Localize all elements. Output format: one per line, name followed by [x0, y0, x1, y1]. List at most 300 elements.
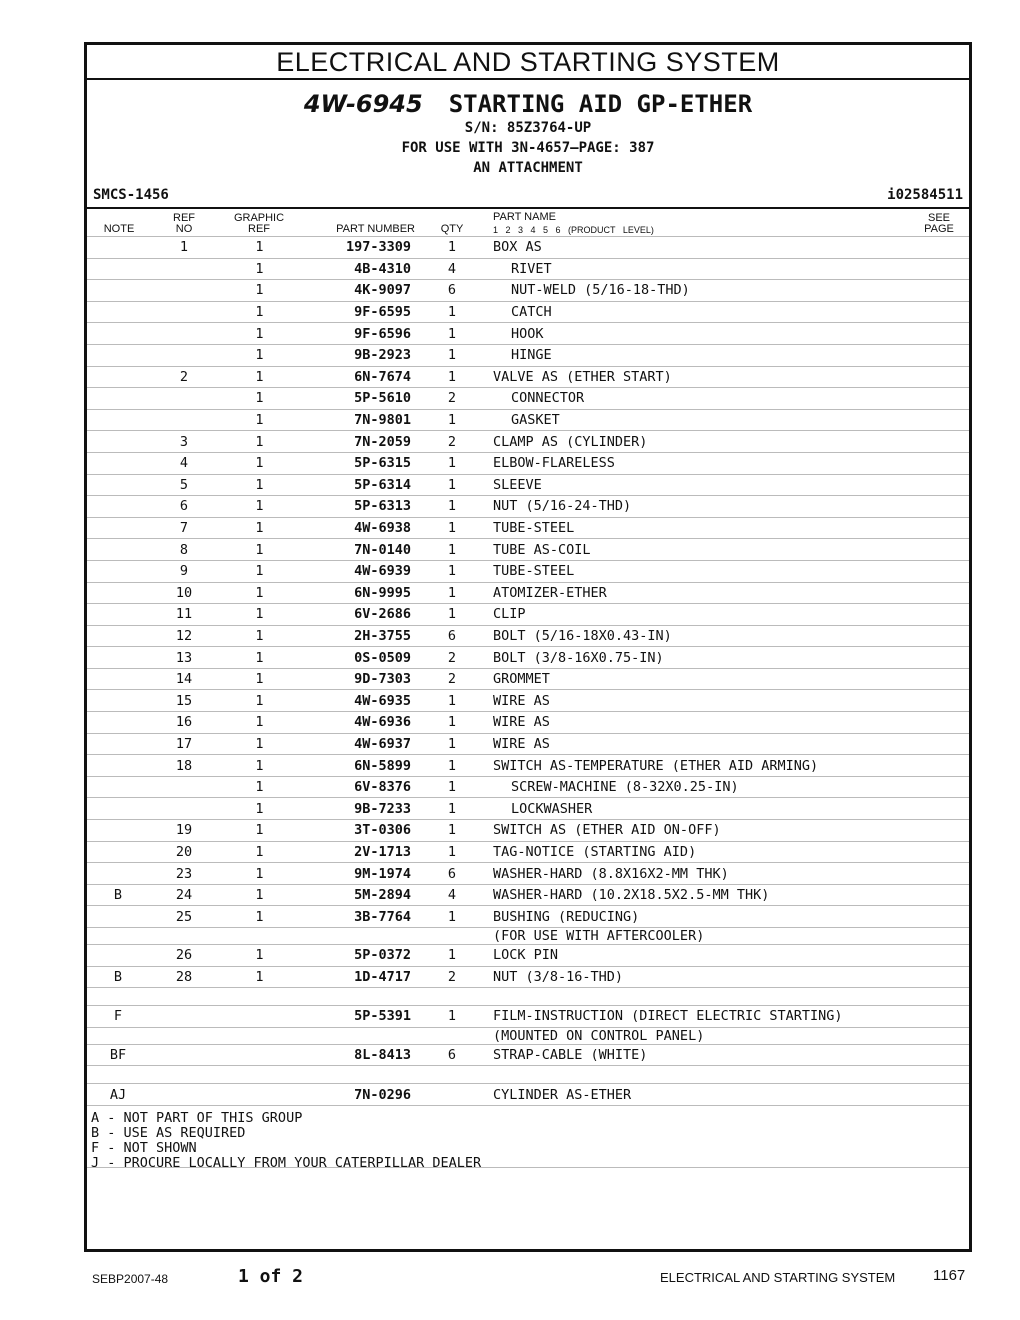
qty-cell: 4 [447, 887, 457, 904]
ref-no-cell [149, 1028, 219, 1044]
table-row [87, 626, 969, 648]
part-number-cell: 6N-5899 [354, 757, 411, 774]
qty-cell: 1 [447, 800, 457, 817]
smcs-code: SMCS-1456 [93, 187, 169, 203]
note-cell [87, 712, 149, 733]
qty-cell: 1 [447, 541, 457, 558]
attachment-label: AN ATTACHMENT [473, 160, 583, 176]
table-row [87, 928, 969, 945]
note-cell [87, 777, 149, 798]
note-cell [87, 496, 149, 517]
table-row [87, 1084, 969, 1106]
table-row [87, 518, 969, 540]
ref-no-cell [149, 1045, 219, 1066]
note-cell [87, 647, 149, 668]
ref-no-cell: 5 [179, 476, 189, 493]
note-cell [87, 259, 149, 280]
graphic-ref-cell: 1 [255, 606, 264, 623]
ref-no-cell: 4 [179, 455, 189, 472]
qty-cell: 2 [447, 390, 457, 407]
part-name-cell: BOLT (5/16-18X0.43-IN) [493, 627, 672, 644]
part-name-cell: SCREW-MACHINE (8-32X0.25-IN) [511, 779, 739, 796]
part-number-cell: 4W-6937 [354, 735, 411, 752]
qty-cell: 6 [447, 282, 457, 299]
table-row [87, 945, 969, 967]
graphic-ref-cell: 1 [255, 968, 264, 985]
note-cell [87, 561, 149, 582]
qty-cell: 1 [447, 692, 457, 709]
part-number-cell [287, 1066, 411, 1083]
page-number: 1167 [933, 1267, 966, 1284]
note-cell [87, 539, 149, 560]
qty-cell [427, 928, 477, 944]
table-row [87, 906, 969, 928]
part-name-cell: STRAP-CABLE (WHITE) [493, 1047, 648, 1064]
part-name-cell: SWITCH AS-TEMPERATURE (ETHER AID ARMING) [493, 757, 819, 774]
table-row [87, 280, 969, 302]
graphic-ref-cell: 1 [255, 520, 264, 537]
graphic-ref-cell: 1 [255, 541, 264, 558]
part-name-cell: RIVET [511, 260, 552, 277]
table-row [87, 712, 969, 734]
part-number-cell: 2H-3755 [354, 627, 411, 644]
part-name-cell: BOLT (3/8-16X0.75-IN) [493, 649, 664, 666]
col-qty: QTY [440, 223, 464, 235]
note-cell [87, 280, 149, 301]
graphic-ref-cell: 1 [255, 433, 264, 450]
note-cell: AJ [109, 1086, 127, 1103]
page-of: 1 of 2 [238, 1266, 304, 1287]
ref-no-cell [149, 259, 219, 280]
note-cell [87, 518, 149, 539]
note-cell [87, 945, 149, 966]
ref-no-cell: 23 [175, 865, 193, 882]
part-name-cell: NUT-WELD (5/16-18-THD) [511, 282, 690, 299]
ref-no-cell: 11 [175, 606, 193, 623]
graphic-ref-cell: 1 [255, 627, 264, 644]
note-cell [87, 431, 149, 452]
part-number-cell: 197-3309 [345, 239, 411, 256]
part-name-cell: CLAMP AS (CYLINDER) [493, 433, 648, 450]
graphic-ref-cell: 1 [255, 887, 264, 904]
ref-no-cell: 18 [175, 757, 193, 774]
graphic-ref-cell: 1 [255, 304, 264, 321]
part-number-cell: 5P-5610 [354, 390, 411, 407]
part-number-cell: 9F-6596 [354, 325, 411, 342]
qty-cell: 1 [447, 714, 457, 731]
part-name-cell: TUBE-STEEL [493, 563, 575, 580]
part-name-cell: WIRE AS [493, 735, 550, 752]
table-row [87, 237, 969, 259]
graphic-ref-cell [222, 1084, 297, 1105]
part-number-cell: 5P-6315 [354, 455, 411, 472]
part-number-cell: 4B-4310 [354, 260, 411, 277]
qty-cell: 1 [447, 368, 457, 385]
part-name-cell: CLIP [493, 606, 526, 623]
part-number-cell: 5P-6313 [354, 498, 411, 515]
graphic-ref-cell: 1 [255, 368, 264, 385]
graphic-ref-cell: 1 [255, 282, 264, 299]
col-ref-bottom: NO [175, 223, 193, 235]
part-number-cell: 4W-6938 [354, 520, 411, 537]
graphic-ref-cell: 1 [255, 412, 264, 429]
part-number-cell: 6N-9995 [354, 584, 411, 601]
graphic-ref-cell: 1 [255, 347, 264, 364]
graphic-ref-cell [222, 1028, 297, 1044]
table-row [87, 453, 969, 475]
ref-no-cell [149, 1066, 219, 1083]
part-name-cell: LOCKWASHER [511, 800, 593, 817]
part-number-cell: 4K-9097 [354, 282, 411, 299]
group-name: STARTING AID GP-ETHER [448, 90, 753, 118]
note-cell: BF [109, 1047, 127, 1064]
part-name-cell: TAG-NOTICE (STARTING AID) [493, 843, 697, 860]
note-cell [87, 475, 149, 496]
graphic-ref-cell: 1 [255, 908, 264, 925]
ref-no-cell [149, 302, 219, 323]
note-cell [87, 842, 149, 863]
part-name-cell: WASHER-HARD (8.8X16X2-MM THK) [493, 865, 729, 882]
note-line: J - PROCURE LOCALLY FROM YOUR CATERPILLAR DEALER [91, 1155, 482, 1171]
ref-no-cell [149, 798, 219, 819]
ref-no-cell [149, 280, 219, 301]
group-heading [87, 90, 969, 118]
part-number-cell: 5M-2894 [354, 887, 411, 904]
ref-no-cell [149, 345, 219, 366]
ref-no-cell [149, 410, 219, 431]
qty-cell: 1 [447, 947, 457, 964]
section-title: ELECTRICAL AND STARTING SYSTEM [87, 45, 969, 80]
note-line: F - NOT SHOWN [91, 1140, 197, 1156]
qty-cell [427, 1084, 477, 1105]
part-number-cell: 9B-2923 [354, 347, 411, 364]
table-row [87, 539, 969, 561]
part-number-cell: 6V-8376 [354, 779, 411, 796]
graphic-ref-cell: 1 [255, 779, 264, 796]
table-row [87, 842, 969, 864]
part-name-cell: GASKET [511, 412, 560, 429]
qty-cell: 2 [447, 671, 457, 688]
note-cell [87, 734, 149, 755]
qty-cell: 1 [447, 584, 457, 601]
part-name-cell [493, 1066, 963, 1083]
table-row [87, 755, 969, 777]
graphic-ref-cell [222, 928, 297, 944]
note-cell [87, 302, 149, 323]
note-cell [87, 820, 149, 841]
table-row [87, 475, 969, 497]
qty-cell: 1 [447, 498, 457, 515]
part-name-cell: WASHER-HARD (10.2X18.5X2.5-MM THK) [493, 887, 770, 904]
graphic-ref-cell: 1 [255, 455, 264, 472]
ref-no-cell: 15 [175, 692, 193, 709]
ref-no-cell [149, 1084, 219, 1105]
note-cell: F [113, 1008, 123, 1025]
graphic-ref-cell: 1 [255, 390, 264, 407]
ref-no-cell [149, 777, 219, 798]
qty-cell: 6 [447, 1047, 457, 1064]
part-number-cell: 4W-6935 [354, 692, 411, 709]
part-name-cell: (MOUNTED ON CONTROL PANEL) [493, 1027, 705, 1044]
ref-no-cell [149, 323, 219, 344]
part-number-cell: 5P-5391 [354, 1008, 411, 1025]
ref-no-cell: 20 [175, 843, 193, 860]
note-line: A - NOT PART OF THIS GROUP [91, 1110, 303, 1126]
notes-rule [87, 1167, 969, 1168]
part-number-cell: 7N-2059 [354, 433, 411, 450]
part-number-cell: 9D-7303 [354, 671, 411, 688]
table-row [87, 431, 969, 453]
graphic-ref-cell: 1 [255, 735, 264, 752]
note-cell [87, 669, 149, 690]
ref-no-cell: 17 [175, 735, 193, 752]
part-name-cell: GROMMET [493, 671, 550, 688]
graphic-ref-cell: 1 [255, 649, 264, 666]
part-number-cell: 7N-0140 [354, 541, 411, 558]
ref-no-cell [149, 1006, 219, 1027]
table-row [87, 988, 969, 1006]
note-cell [87, 690, 149, 711]
graphic-ref-cell: 1 [255, 714, 264, 731]
table-row [87, 798, 969, 820]
part-number-cell [287, 1028, 411, 1044]
table-row [87, 561, 969, 583]
note-cell [87, 345, 149, 366]
part-name-cell: ATOMIZER-ETHER [493, 584, 607, 601]
col-graphic-bottom: REF [248, 223, 270, 235]
qty-cell: 1 [447, 239, 457, 256]
part-name-cell: NUT (5/16-24-THD) [493, 498, 632, 515]
part-number-cell: 7N-0296 [354, 1086, 411, 1103]
part-name-cell: BUSHING (REDUCING) [493, 908, 640, 925]
part-number-cell: 7N-9801 [354, 412, 411, 429]
qty-cell: 1 [447, 822, 457, 839]
qty-cell: 1 [447, 412, 457, 429]
table-row [87, 820, 969, 842]
qty-cell: 1 [447, 520, 457, 537]
table-row [87, 885, 969, 907]
table-row [87, 647, 969, 669]
table-row [87, 777, 969, 799]
qty-cell: 1 [447, 563, 457, 580]
table-row [87, 410, 969, 432]
note-cell [87, 410, 149, 431]
graphic-ref-cell [222, 1066, 297, 1083]
ref-no-cell: 10 [175, 584, 193, 601]
part-number-cell: 3B-7764 [354, 908, 411, 925]
part-name-cell: WIRE AS [493, 692, 550, 709]
table-row [87, 1045, 969, 1067]
ref-no-cell [149, 928, 219, 944]
part-name-cell: HINGE [511, 347, 552, 364]
part-name-cell: FILM-INSTRUCTION (DIRECT ELECTRIC STARTING) [493, 1008, 843, 1025]
part-number-cell: 9M-1974 [354, 865, 411, 882]
ref-no-cell: 14 [175, 671, 193, 688]
part-name-cell: LOCK PIN [493, 947, 559, 964]
ref-no-cell: 28 [175, 968, 193, 985]
qty-cell: 6 [447, 865, 457, 882]
note-cell [87, 583, 149, 604]
part-name-cell [493, 988, 963, 1005]
graphic-ref-cell: 1 [255, 865, 264, 882]
note-cell [87, 928, 149, 944]
table-row [87, 323, 969, 345]
qty-cell: 1 [447, 347, 457, 364]
serial-number: S/N: 85Z3764-UP [464, 120, 592, 136]
graphic-ref-cell: 1 [255, 800, 264, 817]
table-row [87, 1066, 969, 1084]
col-graphic-top: GRAPHIC [233, 212, 285, 224]
ref-no-cell: 19 [175, 822, 193, 839]
part-number-cell: 1D-4717 [354, 968, 411, 985]
ref-no-cell: 7 [179, 520, 189, 537]
qty-cell: 4 [447, 260, 457, 277]
qty-cell: 1 [447, 476, 457, 493]
part-number-cell: 3T-0306 [354, 822, 411, 839]
graphic-ref-cell: 1 [255, 757, 264, 774]
part-name-cell: NUT (3/8-16-THD) [493, 968, 624, 985]
table-row [87, 367, 969, 389]
note-cell [87, 323, 149, 344]
note-cell [87, 367, 149, 388]
parts-list [87, 237, 969, 1106]
graphic-ref-cell [222, 1006, 297, 1027]
note-cell: B [113, 968, 123, 985]
illustration-id: i02584511 [887, 187, 963, 203]
qty-cell: 1 [447, 606, 457, 623]
for-use-with: FOR USE WITH 3N-4657—PAGE: 387 [401, 140, 655, 156]
note-cell [87, 1066, 149, 1083]
part-number-cell: 4W-6936 [354, 714, 411, 731]
part-name-cell: CATCH [511, 304, 552, 321]
graphic-ref-cell: 1 [255, 843, 264, 860]
qty-cell: 1 [447, 908, 457, 925]
qty-cell: 1 [447, 843, 457, 860]
graphic-ref-cell: 1 [255, 584, 264, 601]
parts-page-frame [84, 42, 972, 1252]
footer-section: ELECTRICAL AND STARTING SYSTEM [660, 1270, 896, 1285]
graphic-ref-cell: 1 [255, 692, 264, 709]
qty-cell: 1 [447, 455, 457, 472]
qty-cell: 1 [447, 1008, 457, 1025]
ref-no-cell: 3 [179, 433, 189, 450]
part-name-cell: SLEEVE [493, 476, 542, 493]
table-row [87, 669, 969, 691]
note-cell: B [113, 887, 123, 904]
note-cell [87, 388, 149, 409]
table-row [87, 604, 969, 626]
part-name-cell: CYLINDER AS-ETHER [493, 1086, 632, 1103]
table-row [87, 496, 969, 518]
doc-code: SEBP2007-48 [92, 1272, 169, 1286]
note-cell [87, 1028, 149, 1044]
part-name-cell: (FOR USE WITH AFTERCOOLER) [493, 928, 705, 944]
part-number-cell: 6N-7674 [354, 368, 411, 385]
part-name-cell: VALVE AS (ETHER START) [493, 368, 672, 385]
part-number-cell: 9F-6595 [354, 304, 411, 321]
part-name-cell: WIRE AS [493, 714, 550, 731]
table-row [87, 583, 969, 605]
part-name-cell: TUBE-STEEL [493, 520, 575, 537]
col-see-bottom: PAGE [924, 223, 954, 235]
graphic-ref-cell: 1 [255, 476, 264, 493]
part-number-cell: 5P-6314 [354, 476, 411, 493]
col-see-top: SEE [927, 212, 950, 224]
part-name-cell: SWITCH AS (ETHER AID ON-OFF) [493, 822, 721, 839]
notes-legend [91, 1111, 481, 1171]
note-cell [87, 237, 149, 258]
table-row [87, 1028, 969, 1045]
table-row [87, 1006, 969, 1028]
graphic-ref-cell: 1 [255, 498, 264, 515]
graphic-ref-cell [222, 988, 297, 1005]
qty-cell: 1 [447, 304, 457, 321]
qty-cell: 6 [447, 627, 457, 644]
graphic-ref-cell: 1 [255, 260, 264, 277]
note-cell [87, 604, 149, 625]
qty-cell: 2 [447, 649, 457, 666]
col-part-number: PART NUMBER [336, 223, 415, 235]
qty-cell: 2 [447, 968, 457, 985]
table-row [87, 388, 969, 410]
qty-cell: 1 [447, 735, 457, 752]
part-name-cell: ELBOW-FLARELESS [493, 455, 615, 472]
qty-cell: 2 [447, 433, 457, 450]
ref-no-cell: 2 [179, 368, 189, 385]
ref-no-cell: 1 [179, 239, 189, 256]
note-cell [87, 798, 149, 819]
ref-no-cell: 12 [175, 627, 193, 644]
part-name-cell: BOX AS [493, 239, 542, 256]
note-cell [87, 626, 149, 647]
note-cell [87, 453, 149, 474]
part-number-cell: 6V-2686 [354, 606, 411, 623]
qty-cell: 1 [447, 757, 457, 774]
qty-cell [427, 1028, 477, 1044]
table-row [87, 302, 969, 324]
ref-no-cell: 24 [175, 887, 193, 904]
ref-no-cell: 13 [175, 649, 193, 666]
qty-cell [427, 988, 477, 1005]
note-cell [87, 755, 149, 776]
note-cell [87, 906, 149, 927]
graphic-ref-cell: 1 [255, 822, 264, 839]
group-number: 4W-6945 [303, 90, 423, 118]
ref-no-cell: 16 [175, 714, 193, 731]
table-row [87, 967, 969, 989]
table-row [87, 690, 969, 712]
note-cell [87, 988, 149, 1005]
part-name-cell: HOOK [511, 325, 544, 342]
graphic-ref-cell: 1 [255, 239, 264, 256]
ref-no-cell [149, 988, 219, 1005]
graphic-ref-cell: 1 [255, 325, 264, 342]
qty-cell [427, 1066, 477, 1083]
ref-no-cell: 26 [175, 947, 193, 964]
ref-no-cell: 9 [179, 563, 189, 580]
part-name-cell: CONNECTOR [511, 390, 585, 407]
header-rule [87, 207, 969, 209]
product-level-legend: 1 2 3 4 5 6 (PRODUCT LEVEL) [493, 225, 654, 235]
ref-no-cell: 25 [175, 908, 193, 925]
ref-no-cell: 8 [179, 541, 189, 558]
part-number-cell: 9B-7233 [354, 800, 411, 817]
note-line: B - USE AS REQUIRED [91, 1125, 246, 1141]
part-number-cell [287, 928, 411, 944]
table-row [87, 345, 969, 367]
ref-no-cell [149, 388, 219, 409]
qty-cell: 1 [447, 325, 457, 342]
